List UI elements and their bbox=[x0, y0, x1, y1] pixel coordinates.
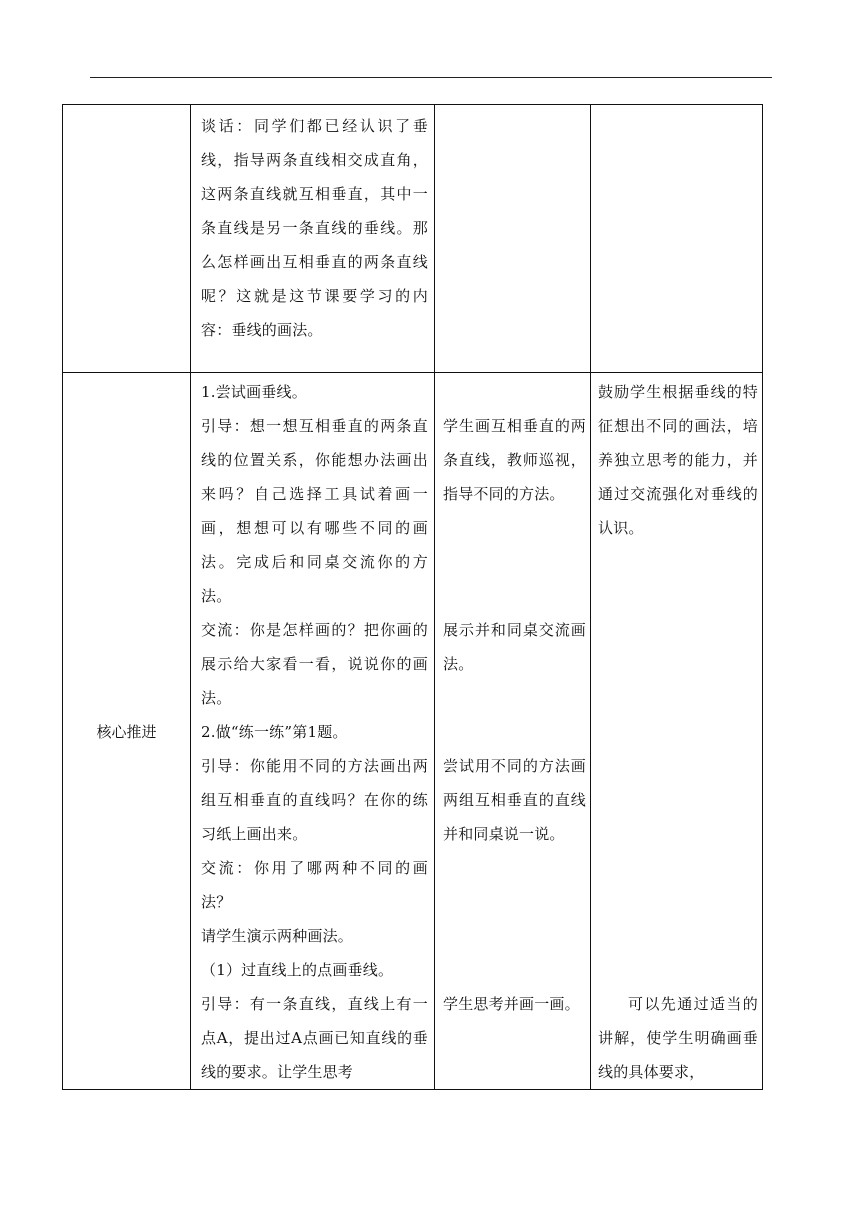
intent-text: 可以先通过适当的讲解，使学生明确画垂线的具体要求， bbox=[598, 995, 758, 1081]
teacher-text: 1.尝试画垂线。 bbox=[201, 383, 307, 401]
teacher-text: 引导：你能用不同的方法画出两组互相垂直的直线吗？在你的练习纸上画出来。 bbox=[201, 757, 428, 843]
intent-text: 鼓励学生根据垂线的特征想出不同的画法，培养独立思考的能力，并通过交流强化对垂线的认识。 bbox=[598, 383, 758, 537]
student-activity-cell bbox=[435, 105, 591, 373]
teacher-text: 引导：有一条直线，直线上有一点A，提出过A点画已知直线的垂线的要求。让学生思考 bbox=[201, 995, 428, 1081]
teacher-text: 引导：想一想互相垂直的两条直线的位置关系，你能想办法画出来吗？自己选择工具试着画一画，想想可以有哪些不同的画法。完成后和同桌交流你的方法。 bbox=[201, 417, 428, 605]
teacher-text: （1）过直线上的点画垂线。 bbox=[201, 961, 394, 979]
design-intent-cell bbox=[591, 373, 763, 1090]
student-text: 尝试用不同的方法画两组互相垂直的直线并和同桌说一说。 bbox=[443, 757, 586, 843]
design-intent-cell bbox=[591, 105, 763, 373]
table-row bbox=[63, 373, 763, 1090]
student-text: 学生画互相垂直的两条直线，教师巡视，指导不同的方法。 bbox=[443, 417, 586, 503]
teacher-text: 请学生演示两种画法。 bbox=[201, 927, 354, 945]
stage-cell bbox=[63, 105, 191, 373]
student-text: 展示并和同桌交流画法。 bbox=[443, 621, 586, 673]
stage-cell bbox=[63, 373, 191, 1090]
teacher-text: 交流：你用了哪两种不同的画法？ bbox=[201, 859, 428, 911]
teacher-activity-cell bbox=[191, 373, 435, 1090]
student-activity-cell bbox=[435, 373, 591, 1090]
teacher-text: 2.做“练一练”第1题。 bbox=[201, 723, 348, 741]
teacher-activity-cell bbox=[191, 105, 435, 373]
table-row bbox=[63, 105, 763, 373]
lesson-plan-table bbox=[62, 104, 763, 1090]
header-rule bbox=[90, 77, 772, 78]
teacher-text: 谈话：同学们都已经认识了垂线，指导两条直线相交成直角，这两条直线就互相垂直，其中一条直线是另一条直线的垂线。那么怎样画出互相垂直的两条直线呢？这就是这节课要学习的内容：垂线的画法。 bbox=[201, 117, 428, 339]
stage-label: 核心推进 bbox=[96, 722, 157, 741]
teacher-text: 交流：你是怎样画的？把你画的展示给大家看一看，说说你的画法。 bbox=[201, 621, 428, 707]
student-text: 学生思考并画一画。 bbox=[443, 995, 580, 1013]
